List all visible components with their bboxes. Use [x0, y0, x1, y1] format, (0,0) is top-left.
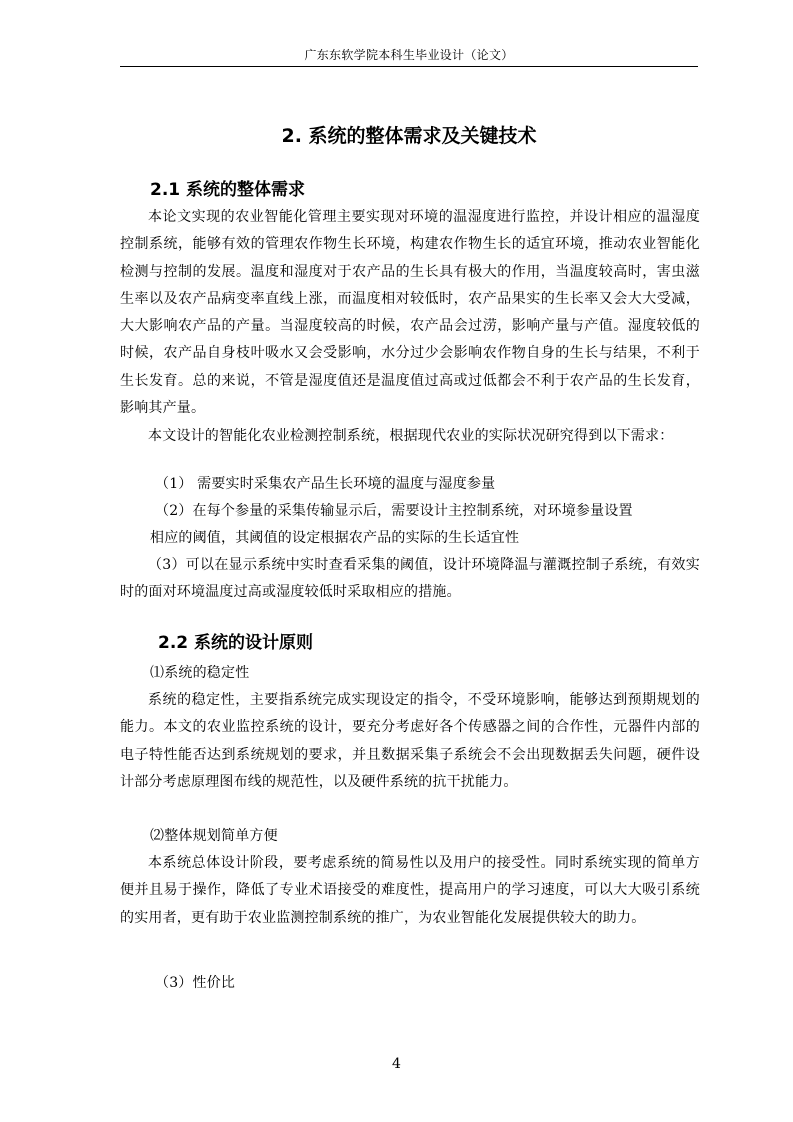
requirement-item-1: （1） 需要实时采集农产品生长环境的温度与湿度参量: [155, 476, 496, 492]
principle-3-title: （3）性价比: [155, 975, 236, 991]
chapter-title: 2. 系统的整体需求及关键技术: [281, 125, 537, 147]
principle-1-text: 系统的稳定性，主要指系统完成实现设定的指令，不受环境影响，能够达到预期规划的能力。本文的农业监控系统的设计，要充分考虑好各个传感器之间的合作性，元器件内部的电子特性能否达到系统规划的要求，并且数据采集子系统会不会出现数据丢失问题，硬件设计部分考虑原理图布线的规范性，以及硬件系统的抗干扰能力。: [120, 692, 700, 790]
section-title-2-1: 2.1 系统的整体需求: [150, 180, 306, 200]
requirement-item-3: （3）可以在显示系统中实时查看采集的阈值，设计环境降温与灌溉控制子系统，有效实时的面对环境温度过高或湿度较低时采取相应的措施。: [120, 557, 700, 601]
page-number: 4: [392, 1056, 401, 1072]
paragraph-requirements-lead: 本文设计的智能化农业检测控制系统，根据现代农业的实际状况研究得到以下需求：: [148, 428, 674, 444]
principle-2-text: 本系统总体设计阶段，要考虑系统的简易性以及用户的接受性。同时系统实现的简单方便并且易于操作，降低了专业术语接受的难度性，提高用户的学习速度，可以大大吸引系统的实用者，更有助于农业监测控制系统的推广，为农业智能化发展提供较大的助力。: [120, 855, 700, 926]
principle-2-title: ⑵整体规划简单方便: [150, 828, 278, 844]
header-rule: [120, 66, 698, 67]
section-title-2-2: 2.2 系统的设计原则: [158, 633, 314, 653]
requirement-item-2-line-2: 相应的阈值，其阈值的设定根据农产品的实际的生长适宜性: [150, 530, 520, 546]
page-header: 广东东软学院本科生毕业设计（论文）: [304, 48, 514, 62]
principle-1-title: ⑴系统的稳定性: [150, 665, 250, 681]
requirement-item-2-line-1: （2）在每个参量的采集传输显示后，需要设计主控制系统，对环境参量设置: [155, 503, 633, 519]
paragraph-requirements-intro: 本论文实现的农业智能化管理主要实现对环境的温湿度进行监控，并设计相应的温湿度控制系统，能够有效的管理农作物生长环境，构建农作物生长的适宜环境，推动农业智能化检测与控制的发展。温度和湿度对于农产品的生长具有极大的作用，当温度较高时，害虫滋生率以及农产品病变率直线上涨，而温度相对较低时，农产品果实的生长率又会大大受减，大大影响农产品的产量。当湿度较高的时候，农产品会过涝，影响产量与产值。湿度较低的时候，农产品自身枝叶吸水又会受影响，水分过少会影响农作物自身的生长与结果，不利于生长发育。总的来说，不管是湿度值还是温度值过高或过低都会不利于农产品的生长发育，影响其产量。: [120, 209, 700, 417]
